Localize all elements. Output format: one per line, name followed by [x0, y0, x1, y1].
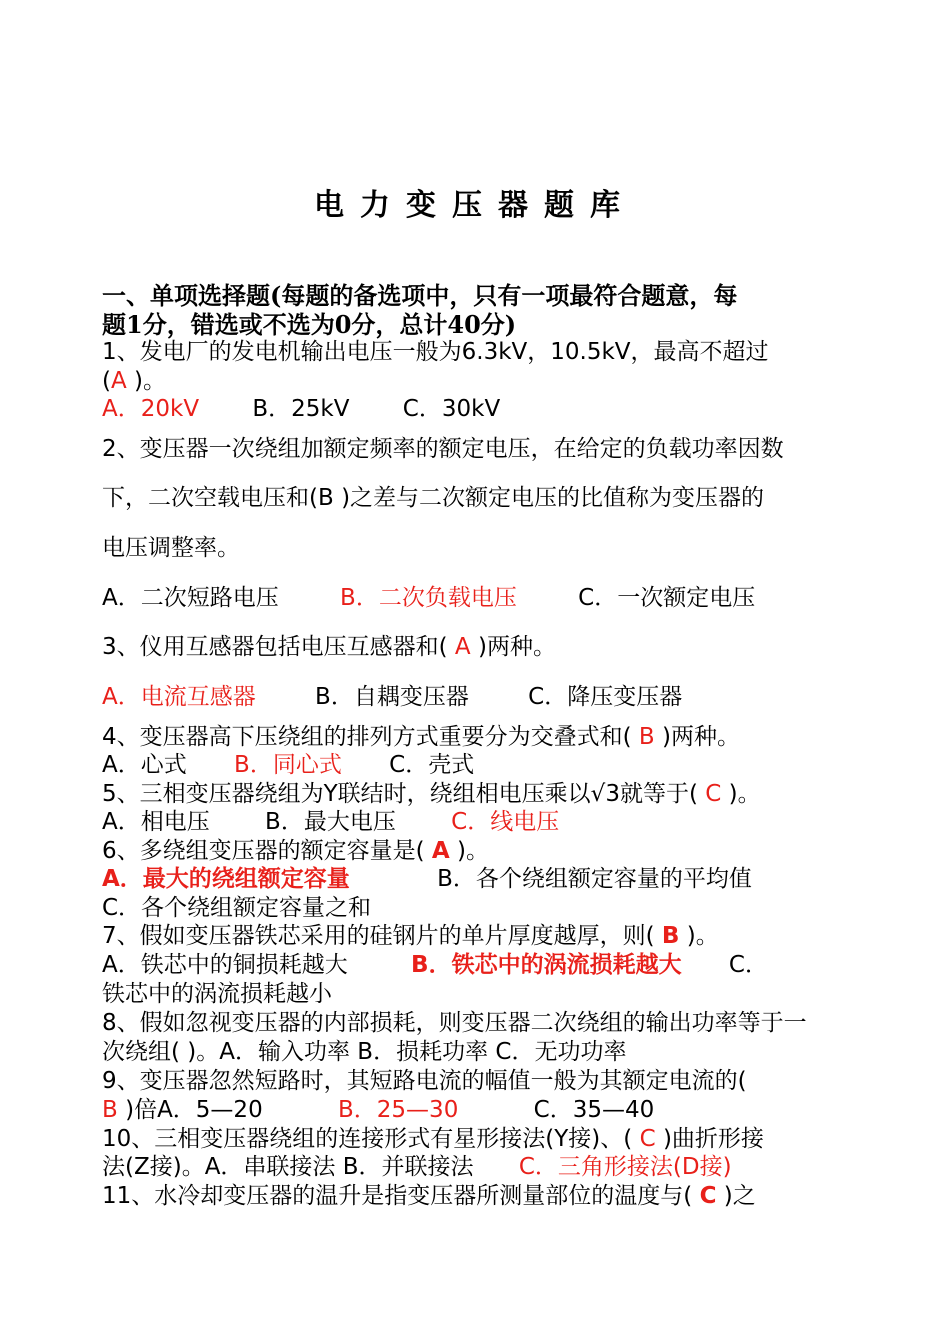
option-c: C．30kV [402, 396, 501, 422]
question-7-option-c: 铁芯中的涡流损耗越小 [102, 981, 332, 1007]
option-c: C．一次额定电压 [578, 585, 756, 611]
option-c: C．35—40 [533, 1097, 655, 1123]
option-a: A．相电压 [102, 809, 210, 835]
question-8-line1: 8、假如忽视变压器的内部损耗，则变压器二次绕组的输出功率等于一 [102, 1010, 807, 1036]
answer-mark: C [639, 1126, 656, 1152]
question-8-line2: 次绕组( )。A．输入功率 B．损耗功率 C．无功功率 [102, 1039, 627, 1065]
option-c-label: C． [728, 952, 768, 978]
question-3-options [102, 678, 682, 711]
page-title: 电力变压器题库 [314, 188, 636, 223]
section-heading-line2: 题1分，错选或不选为0分，总计40分) [102, 310, 517, 339]
question-2-line2: 下，二次空载电压和(B )之差与二次额定电压的比值称为变压器的 [102, 485, 765, 511]
option-a: A．铁芯中的铜损耗越大 [102, 952, 348, 978]
answer-mark: A [454, 634, 471, 660]
text: )之 [723, 1183, 756, 1209]
text: )。 [134, 368, 167, 394]
text: )曲折形接 [662, 1126, 764, 1152]
answer-mark: C [699, 1183, 717, 1209]
text: 4、变压器高下压绕组的排列方式重要分为交叠式和( [102, 724, 632, 750]
option-b: B．自耦变压器 [315, 684, 469, 710]
option-b: B．25—30 [338, 1097, 459, 1123]
option-b: B．二次负载电压 [340, 585, 517, 611]
question-6-option-c: C．各个绕组额定容量之和 [102, 895, 372, 921]
text: 5、三相变压器绕组为Y联结时，绕组相电压乘以√3就等于( [102, 781, 698, 807]
text: )。 [686, 923, 719, 949]
text: 10、三相变压器绕组的连接形式有星形接法(Y接)、( [102, 1126, 633, 1152]
text: 11、水冷却变压器的温升是指变压器所测量部位的温度与( [102, 1183, 693, 1209]
question-3 [102, 628, 556, 661]
option-b: B．铁芯中的涡流损耗越大 [411, 952, 682, 978]
option-a: A．20kV [102, 396, 200, 422]
text: ( [102, 368, 111, 394]
text: )倍A．5—20 [125, 1097, 263, 1123]
option-a: A．二次短路电压 [102, 585, 279, 611]
option-b: B．25kV [252, 396, 350, 422]
question-2-line3: 电压调整率。 [102, 535, 240, 561]
text: )两种。 [477, 634, 556, 660]
option-c: C．线电压 [451, 809, 560, 835]
option-a: A．最大的绕组额定容量 [102, 866, 350, 892]
answer-mark: C [705, 781, 722, 807]
question-9-line1: 9、变压器忽然短路时，其短路电流的幅值一般为其额定电流的( [102, 1068, 747, 1094]
text: )两种。 [662, 724, 740, 750]
option-b: B．同心式 [234, 752, 342, 778]
text: 7、假如变压器铁芯采用的硅钢片的单片厚度越厚，则( [102, 923, 655, 949]
answer-mark: B [102, 1097, 118, 1123]
section-heading-line1: 一、单项选择题(每题的备选项中，只有一项最符合题意，每 [102, 281, 738, 310]
option-b: B．各个绕组额定容量的平均值 [437, 866, 752, 892]
text: )。 [728, 781, 761, 807]
option-a: A．心式 [102, 752, 187, 778]
option-c: C．三角形接法(D接) [518, 1154, 732, 1180]
answer-mark: A [431, 838, 450, 864]
option-c: C．壳式 [389, 752, 475, 778]
question-1-line1: 1、发电厂的发电机输出电压一般为6.3kV，10.5kV，最高不超过 [102, 339, 769, 365]
text: 法(Z接)。A．串联接法 B．并联接法 [102, 1154, 474, 1180]
option-c: C．降压变压器 [528, 684, 683, 710]
question-1-options [102, 390, 500, 423]
question-2-line1: 2、变压器一次绕组加额定频率的额定电压，在给定的负载功率因数 [102, 436, 784, 462]
answer-mark: A [110, 368, 127, 394]
option-a: A．电流互感器 [102, 684, 256, 710]
text: 3、仪用互感器包括电压互感器和( [102, 634, 448, 660]
answer-mark: B [638, 724, 655, 750]
text: 6、多绕组变压器的额定容量是( [102, 838, 425, 864]
question-11 [102, 1177, 756, 1210]
answer-mark: B [661, 923, 680, 949]
question-2-options [102, 579, 755, 612]
text: )。 [457, 838, 490, 864]
option-b: B．最大电压 [265, 809, 396, 835]
